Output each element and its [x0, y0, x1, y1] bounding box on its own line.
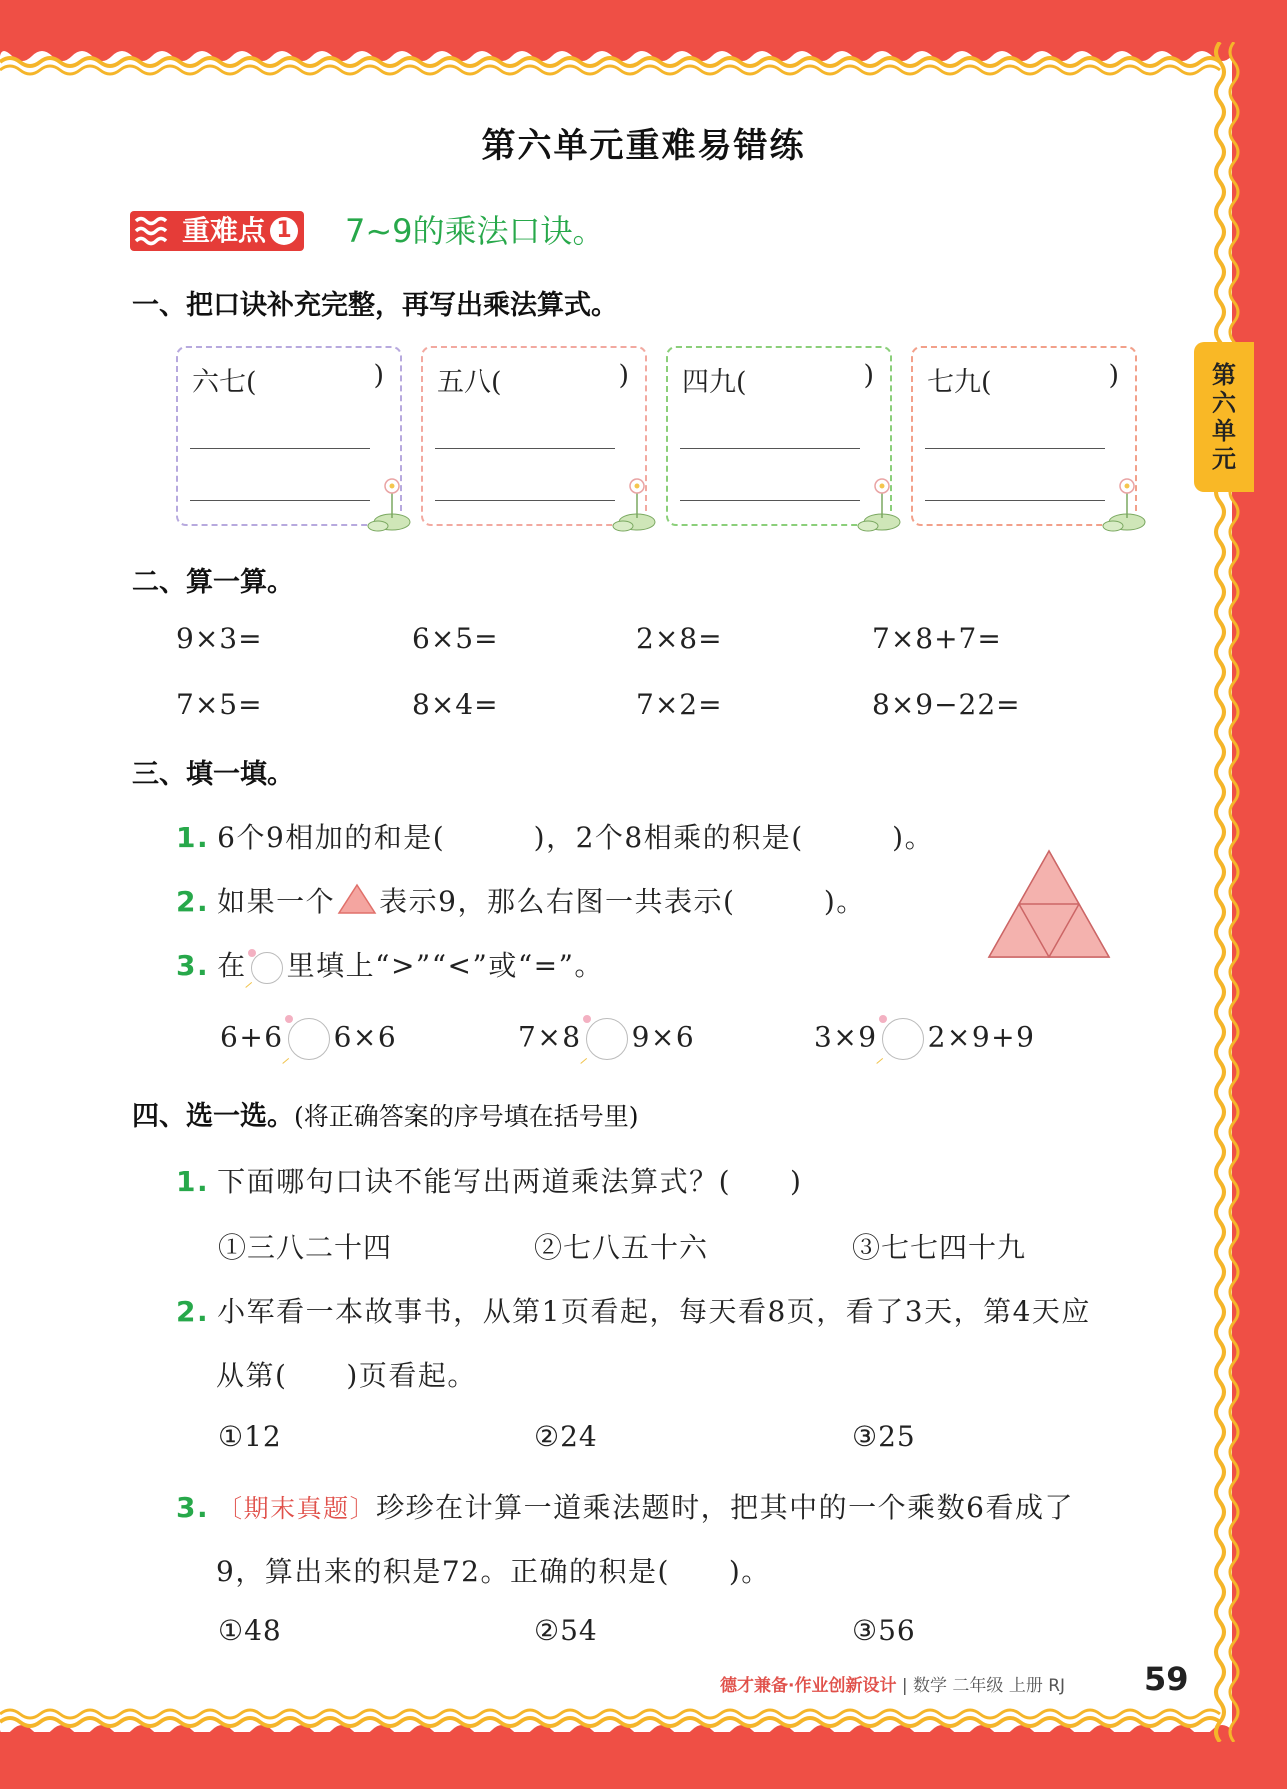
calc-item: 8×4= [412, 688, 499, 721]
key-point-label [176, 211, 304, 251]
page-number: 59 [1144, 1660, 1189, 1698]
answer-line[interactable] [925, 448, 1105, 449]
wavy-border-bottom [0, 1700, 1232, 1744]
question-text: 小军看一本故事书，从第1页看起，每天看8页，看了3天，第4天应 [217, 1295, 1091, 1328]
key-point-text: 重难点 [182, 214, 267, 247]
choice-question-3 [176, 1486, 1074, 1526]
side-tab-char: 单 [1212, 417, 1236, 445]
compare-item [518, 1018, 695, 1060]
question-text: 珍珍在计算一道乘法题时，把其中的一个乘数6看成了 [376, 1491, 1074, 1524]
choice-question-1 [176, 1160, 802, 1200]
multiplication-card [911, 346, 1137, 526]
calc-item: 6×5= [412, 622, 499, 655]
question-number: 2. [176, 885, 210, 918]
section-3-heading: 三、填一填。 [132, 759, 294, 790]
side-tab-char: 第 [1212, 361, 1236, 389]
question-text: 在 [217, 949, 247, 982]
key-point-badge [130, 210, 304, 252]
option-item: ③25 [852, 1420, 916, 1453]
answer-circle[interactable] [288, 1018, 330, 1060]
answer-line[interactable] [925, 500, 1105, 501]
card-rhyme: 五八( [437, 367, 502, 398]
plant-icon [1097, 472, 1149, 532]
compare-left: 7×8 [518, 1020, 582, 1054]
option-item: ①12 [218, 1420, 282, 1453]
card-rhyme: 七九( [927, 367, 992, 398]
exam-tag: 〔期末真题〕 [217, 1494, 377, 1523]
answer-line[interactable] [190, 500, 370, 501]
compare-item [220, 1018, 397, 1060]
triangle-icon [337, 883, 377, 915]
page-title: 第六单元重难易错练 [481, 126, 806, 166]
question-number: 3. [176, 1491, 210, 1524]
plant-icon [607, 472, 659, 532]
unit-side-tab [1194, 342, 1254, 492]
compare-item [814, 1018, 1035, 1060]
answer-circle[interactable] [882, 1018, 924, 1060]
compare-right: 2×9+9 [927, 1020, 1036, 1054]
calc-item: 8×9−22= [872, 688, 1021, 721]
question-number: 1. [176, 1165, 210, 1198]
option-item: ②七八五十六 [534, 1231, 709, 1264]
question-text: 表示9，那么右图一共表示( )。 [379, 885, 866, 918]
side-tab-char: 六 [1212, 389, 1236, 417]
calc-item: 7×8+7= [872, 622, 1002, 655]
question-text: 里填上“>”“<”或“=”。 [286, 949, 604, 982]
triangle-figure [986, 848, 1112, 960]
question-text: 下面哪句口诀不能写出两道乘法算式？( ) [217, 1165, 803, 1198]
section-4-note: (将正确答案的序号填在括号里) [294, 1102, 639, 1131]
card-body [176, 346, 402, 526]
answer-circle[interactable] [586, 1018, 628, 1060]
question-text: 6个9相加的和是( )，2个8相乘的积是( )。 [217, 821, 935, 854]
option-item: ①48 [218, 1614, 282, 1647]
answer-line[interactable] [680, 500, 860, 501]
option-item: ①三八二十四 [218, 1231, 393, 1264]
option-item: ②54 [534, 1614, 598, 1647]
question-number: 2. [176, 1295, 210, 1328]
page-footer [720, 1666, 1065, 1706]
card-paren: ) [373, 360, 384, 391]
wavy-border-right [1190, 42, 1250, 1742]
key-point-topic: 7~9的乘法口诀。 [345, 212, 605, 250]
compare-right: 6×6 [333, 1020, 398, 1054]
card-paren: ) [1108, 360, 1119, 391]
section-4-label: 四、选一选。 [132, 1101, 294, 1132]
card-body [421, 346, 647, 526]
choice-question-2 [176, 1290, 1091, 1330]
card-body [666, 346, 892, 526]
question-text: 如果一个 [217, 885, 336, 918]
question-text-line2: 9，算出来的积是72。正确的积是( )。 [216, 1555, 771, 1588]
compare-right: 9×6 [631, 1020, 696, 1054]
multiplication-card [421, 346, 647, 526]
fill-question-2 [176, 880, 866, 920]
multiplication-card [666, 346, 892, 526]
section-2-heading: 二、算一算。 [132, 567, 294, 598]
answer-line[interactable] [190, 448, 370, 449]
key-point-number: 1 [270, 217, 298, 245]
footer-info: | 数学 二年级 上册 RJ [901, 1676, 1066, 1696]
section-1-heading: 一、把口诀补充完整，再写出乘法算式。 [132, 290, 618, 321]
card-body [911, 346, 1137, 526]
wave-lines-icon [130, 211, 176, 251]
answer-line[interactable] [680, 448, 860, 449]
option-item: ③七七四十九 [852, 1231, 1027, 1264]
compare-left: 3×9 [814, 1020, 878, 1054]
question-number: 3. [176, 949, 210, 982]
calc-item: 7×2= [636, 688, 723, 721]
multiplication-card [176, 346, 402, 526]
footer-brand: 德才兼备·作业创新设计 [720, 1676, 897, 1696]
card-paren: ) [618, 360, 629, 391]
card-paren: ) [863, 360, 874, 391]
calc-item: 2×8= [636, 622, 723, 655]
compare-left: 6+6 [220, 1020, 284, 1054]
plant-icon [852, 472, 904, 532]
calc-item: 9×3= [176, 622, 263, 655]
answer-line[interactable] [435, 448, 615, 449]
compare-circle-icon [251, 952, 283, 984]
card-rhyme: 四九( [682, 367, 747, 398]
card-rhyme: 六七( [192, 367, 257, 398]
plant-icon [362, 472, 414, 532]
question-number: 1. [176, 821, 210, 854]
section-4-heading [132, 1094, 639, 1133]
fill-question-3 [176, 944, 604, 984]
option-item: ②24 [534, 1420, 598, 1453]
option-item: ③56 [852, 1614, 916, 1647]
wavy-border-top [0, 42, 1232, 86]
question-text-line2: 从第( )页看起。 [216, 1359, 477, 1392]
fill-question-1 [176, 816, 934, 856]
side-tab-char: 元 [1212, 445, 1236, 473]
answer-line[interactable] [435, 500, 615, 501]
calc-item: 7×5= [176, 688, 263, 721]
